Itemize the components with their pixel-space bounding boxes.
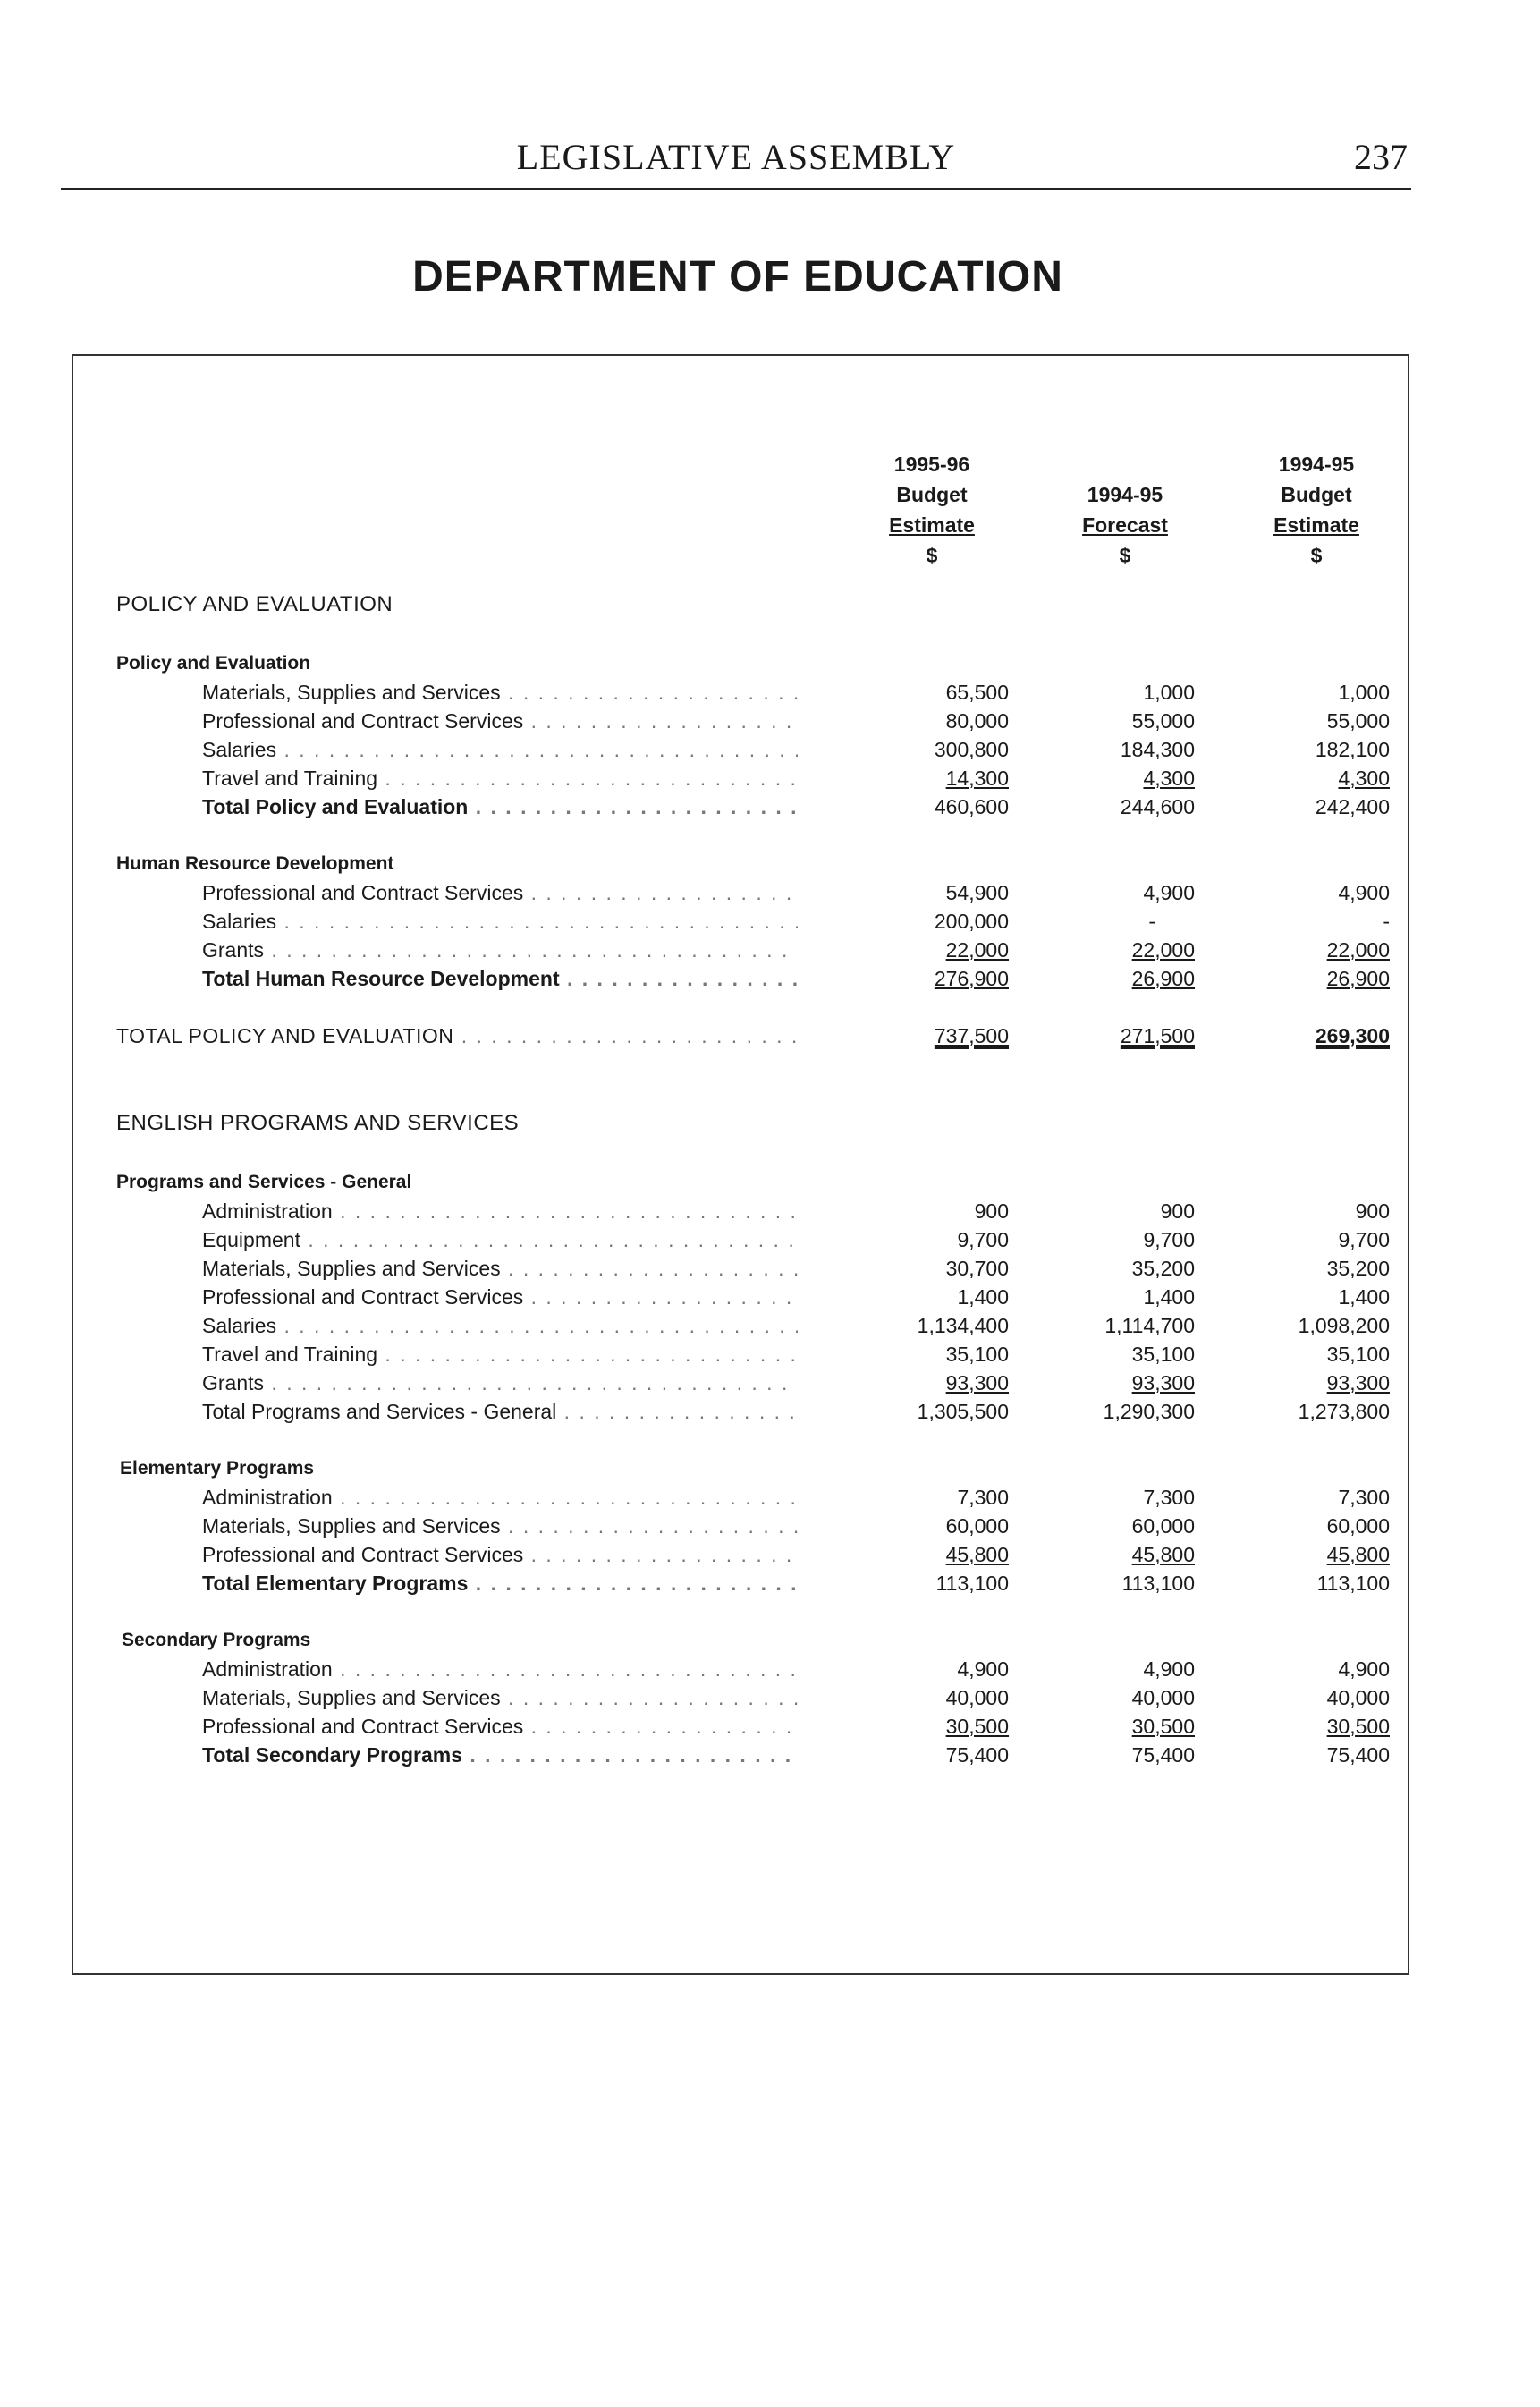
subtotal-row: [73, 964, 1408, 993]
value-1994-95-estimate: 4,900: [1338, 881, 1390, 904]
running-header: [61, 132, 1411, 190]
value-1995-96-estimate: 9,700: [957, 1228, 1009, 1251]
table-row: [73, 1712, 1408, 1741]
value-1994-95-forecast: 93,300: [1131, 1371, 1195, 1394]
value-1994-95-forecast: 30,500: [1131, 1715, 1195, 1738]
value-1994-95-forecast: 35,100: [1131, 1343, 1195, 1366]
table-row: [73, 1283, 1408, 1311]
group-heading: [73, 850, 1408, 878]
value-1994-95-estimate: 242,400: [1315, 795, 1390, 818]
value-1994-95-estimate: 1,400: [1338, 1285, 1390, 1309]
column-header-line: [1036, 449, 1214, 479]
value-1994-95-estimate: 35,200: [1326, 1257, 1390, 1280]
value-1995-96-estimate: 113,100: [935, 1572, 1009, 1595]
group-heading: [73, 1454, 1408, 1483]
value-1994-95-estimate: 182,100: [1315, 738, 1390, 761]
value-1994-95-estimate: 60,000: [1326, 1514, 1390, 1538]
value-1994-95-forecast: 26,900: [1131, 967, 1195, 990]
value-1995-96-estimate: 4,900: [957, 1657, 1009, 1681]
table-row: [73, 878, 1408, 907]
page-title: DEPARTMENT OF EDUCATION: [412, 253, 1063, 301]
value-1994-95-estimate: 900: [1355, 1199, 1390, 1223]
value-1994-95-forecast: 7,300: [1143, 1486, 1195, 1509]
subtotal-row: [73, 1397, 1408, 1426]
value-1994-95-forecast: 1,114,700: [1104, 1314, 1195, 1337]
value-1994-95-estimate: 55,000: [1326, 709, 1390, 733]
value-1994-95-estimate: 4,900: [1338, 1657, 1390, 1681]
row-label: Salaries . . .: [202, 1314, 798, 1337]
column-unit: $: [926, 544, 938, 567]
group-title: Secondary Programs: [122, 1630, 311, 1650]
value-1995-96-estimate: 30,700: [945, 1257, 1009, 1280]
section-title: POLICY AND EVALUATION: [116, 592, 393, 616]
value-1994-95-estimate: -: [1383, 910, 1390, 933]
value-1995-96-estimate: 1,400: [957, 1285, 1009, 1309]
value-1994-95-forecast: 45,800: [1131, 1543, 1195, 1566]
column-header-line: Budget: [1281, 483, 1352, 506]
row-label: Materials, Supplies and Services . . .: [202, 1257, 798, 1280]
value-1994-95-estimate: 45,800: [1326, 1543, 1390, 1566]
value-1995-96-estimate: 200,000: [934, 910, 1009, 933]
group-title: Programs and Services - General: [116, 1172, 412, 1192]
row-label: TOTAL POLICY AND EVALUATION . . .: [116, 1024, 798, 1047]
value-1994-95-forecast: 1,000: [1143, 681, 1195, 704]
table-row: [73, 678, 1408, 707]
value-1994-95-forecast: 1,400: [1143, 1285, 1195, 1309]
subtotal-row: [73, 1741, 1408, 1769]
value-1994-95-estimate: 93,300: [1326, 1371, 1390, 1394]
value-1994-95-estimate: 4,300: [1338, 767, 1390, 790]
row-label: Professional and Contract Services . . .: [202, 709, 798, 733]
value-1994-95-estimate: 9,700: [1338, 1228, 1390, 1251]
row-label: Administration . . .: [202, 1199, 798, 1223]
value-1994-95-estimate: 75,400: [1326, 1743, 1390, 1767]
value-1995-96-estimate: 1,134,400: [917, 1314, 1009, 1337]
table-row: [73, 735, 1408, 764]
value-1994-95-forecast: 40,000: [1131, 1686, 1195, 1709]
column-header-line: Estimate: [1273, 513, 1359, 537]
column-header-line: Forecast: [1082, 513, 1168, 537]
column-header-1994-95-budget-estimate: [1227, 449, 1406, 571]
column-unit: $: [1310, 544, 1323, 567]
group-title: Human Resource Development: [116, 853, 394, 874]
value-1995-96-estimate: 14,300: [945, 767, 1009, 790]
section-title: ENGLISH PROGRAMS AND SERVICES: [116, 1111, 520, 1135]
row-label: Travel and Training . . .: [202, 767, 798, 790]
row-label: Travel and Training . . .: [202, 1343, 798, 1366]
subtotal-row: [73, 792, 1408, 821]
group-heading: [73, 1626, 1408, 1655]
running-title: LEGISLATIVE ASSEMBLY: [516, 137, 956, 177]
column-header-1994-95-forecast: [1036, 449, 1214, 571]
value-1994-95-estimate: 113,100: [1316, 1572, 1390, 1595]
value-1995-96-estimate: 45,800: [945, 1543, 1009, 1566]
value-1994-95-forecast: 60,000: [1131, 1514, 1195, 1538]
table-row: [73, 707, 1408, 735]
value-1995-96-estimate: 460,600: [934, 795, 1009, 818]
value-1994-95-estimate: 1,000: [1338, 681, 1390, 704]
row-label: Professional and Contract Services . . .: [202, 881, 798, 904]
group-title: Elementary Programs: [120, 1458, 315, 1479]
row-label: Administration . . .: [202, 1657, 798, 1681]
row-label: Professional and Contract Services . . .: [202, 1543, 798, 1566]
value-1994-95-forecast: 113,100: [1121, 1572, 1195, 1595]
table-row: [73, 1254, 1408, 1283]
page-number: 237: [1354, 137, 1408, 177]
table-row: [73, 1655, 1408, 1683]
column-header-line: 1994-95: [1278, 453, 1355, 476]
table-row: [73, 764, 1408, 792]
value-1994-95-forecast: 55,000: [1131, 709, 1195, 733]
value-1994-95-estimate: 7,300: [1338, 1486, 1390, 1509]
value-1994-95-estimate: 30,500: [1326, 1715, 1390, 1738]
row-label: Total Human Resource Development . . .: [202, 967, 798, 990]
column-header-line: Budget: [896, 483, 968, 506]
table-row: [73, 1340, 1408, 1369]
value-1994-95-forecast: 4,900: [1143, 1657, 1195, 1681]
row-label: Grants . . .: [202, 938, 798, 962]
section-total-row: [73, 1021, 1408, 1050]
value-1994-95-estimate: 26,900: [1326, 967, 1390, 990]
table-row: [73, 1512, 1408, 1540]
row-label: Materials, Supplies and Services . . .: [202, 1514, 798, 1538]
value-1994-95-forecast: 900: [1160, 1199, 1195, 1223]
value-1994-95-forecast: 1,290,300: [1103, 1400, 1195, 1423]
table-row: [73, 1369, 1408, 1397]
row-label: Total Programs and Services - General . . .: [202, 1400, 798, 1423]
value-1994-95-estimate: 269,300: [1315, 1024, 1390, 1047]
table-row: [73, 1311, 1408, 1340]
row-label: Administration . . .: [202, 1486, 798, 1509]
value-1994-95-forecast: 22,000: [1131, 938, 1195, 962]
value-1995-96-estimate: 30,500: [945, 1715, 1009, 1738]
row-label: Equipment . . .: [202, 1228, 798, 1251]
value-1994-95-forecast: 9,700: [1143, 1228, 1195, 1251]
row-label: Grants . . .: [202, 1371, 798, 1394]
value-1995-96-estimate: 1,305,500: [917, 1400, 1009, 1423]
value-1995-96-estimate: 276,900: [934, 967, 1009, 990]
subtotal-row: [73, 1569, 1408, 1598]
value-1995-96-estimate: 35,100: [945, 1343, 1009, 1366]
row-label: Total Elementary Programs . . .: [202, 1572, 798, 1595]
value-1994-95-forecast: 4,300: [1143, 767, 1195, 790]
section-heading: [73, 1109, 1408, 1138]
row-label: Salaries . . .: [202, 910, 798, 933]
value-1995-96-estimate: 300,800: [934, 738, 1009, 761]
value-1994-95-estimate: 1,098,200: [1298, 1314, 1390, 1337]
table-row: [73, 1483, 1408, 1512]
column-unit: $: [1119, 544, 1131, 567]
row-label: Materials, Supplies and Services . . .: [202, 681, 798, 704]
group-heading: [73, 649, 1408, 678]
row-label: Salaries . . .: [202, 738, 798, 761]
column-header-line: 1994-95: [1087, 483, 1163, 506]
group-title: Policy and Evaluation: [116, 653, 311, 674]
value-1994-95-forecast: 35,200: [1131, 1257, 1195, 1280]
group-heading: [73, 1168, 1408, 1197]
table-row: [73, 1540, 1408, 1569]
value-1994-95-estimate: 35,100: [1326, 1343, 1390, 1366]
value-1995-96-estimate: 93,300: [945, 1371, 1009, 1394]
row-label: Total Policy and Evaluation . . .: [202, 795, 798, 818]
column-header-line: 1995-96: [893, 453, 970, 476]
column-header-1995-96-budget-estimate: [842, 449, 1021, 571]
value-1994-95-forecast: 184,300: [1120, 738, 1195, 761]
row-label: Professional and Contract Services . . .: [202, 1285, 798, 1309]
section-heading: [73, 590, 1408, 619]
value-1995-96-estimate: 60,000: [945, 1514, 1009, 1538]
row-label: Professional and Contract Services . . .: [202, 1715, 798, 1738]
table-row: [73, 1197, 1408, 1225]
value-1995-96-estimate: 54,900: [945, 881, 1009, 904]
row-label: Materials, Supplies and Services . . .: [202, 1686, 798, 1709]
value-1994-95-forecast: 271,500: [1120, 1024, 1195, 1047]
value-1995-96-estimate: 75,400: [945, 1743, 1009, 1767]
value-1994-95-estimate: 40,000: [1326, 1686, 1390, 1709]
value-1994-95-forecast: -: [1148, 910, 1155, 933]
table-row: [73, 1683, 1408, 1712]
column-header-line: Estimate: [889, 513, 975, 537]
value-1995-96-estimate: 80,000: [945, 709, 1009, 733]
value-1995-96-estimate: 737,500: [934, 1024, 1009, 1047]
budget-table: [72, 354, 1409, 1975]
value-1994-95-forecast: 4,900: [1143, 881, 1195, 904]
value-1994-95-forecast: 75,400: [1131, 1743, 1195, 1767]
value-1995-96-estimate: 900: [974, 1199, 1009, 1223]
value-1995-96-estimate: 65,500: [945, 681, 1009, 704]
value-1995-96-estimate: 40,000: [945, 1686, 1009, 1709]
row-label: Total Secondary Programs . . .: [202, 1743, 798, 1767]
table-row: [73, 1225, 1408, 1254]
value-1994-95-forecast: 244,600: [1120, 795, 1195, 818]
value-1994-95-estimate: 1,273,800: [1298, 1400, 1390, 1423]
value-1994-95-estimate: 22,000: [1326, 938, 1390, 962]
table-row: [73, 907, 1408, 936]
value-1995-96-estimate: 7,300: [957, 1486, 1009, 1509]
table-row: [73, 936, 1408, 964]
value-1995-96-estimate: 22,000: [945, 938, 1009, 962]
